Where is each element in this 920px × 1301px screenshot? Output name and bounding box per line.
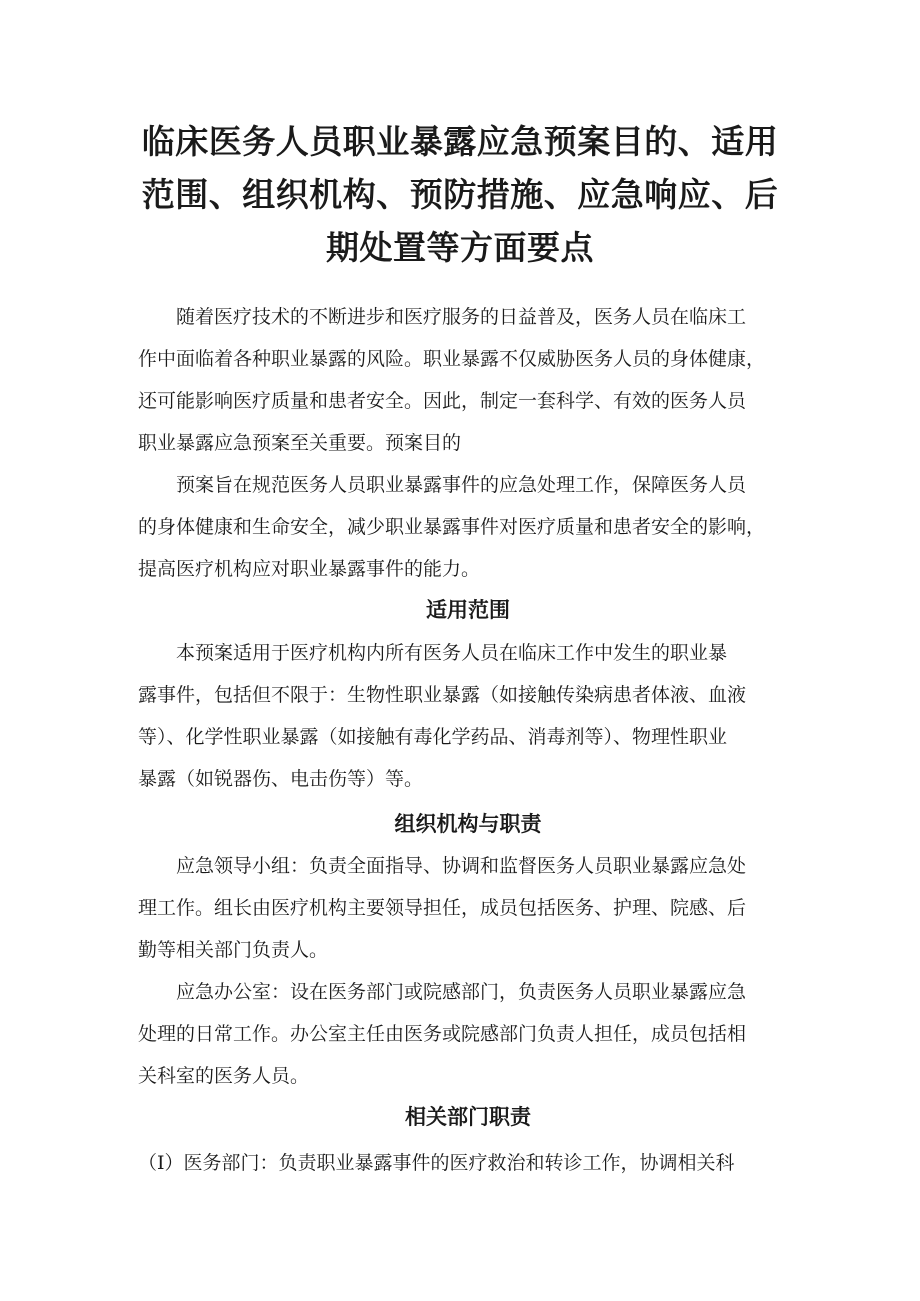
text-line: 职业暴露应急预案至关重要。预案目的 — [138, 432, 462, 454]
text-line: 关科室的医务人员。 — [138, 1065, 310, 1087]
dept-heading: 相关部门职责 — [405, 1105, 531, 1129]
dept-paragraph — [138, 1142, 798, 1184]
text-line: 作中面临着各种职业暴露的风险。职业暴露不仅威胁医务人员的身体健康， — [138, 348, 766, 370]
title-line: 期处置等方面要点 — [326, 228, 594, 267]
text-line: 预案旨在规范医务人员职业暴露事件的应急处理工作，保障医务人员 — [138, 474, 747, 496]
text-line: 随着医疗技术的不断进步和医疗服务的日益普及，医务人员在临床工 — [138, 306, 747, 328]
title-line: 临床医务人员职业暴露应急预案目的、适用 — [141, 122, 779, 161]
scope-heading: 适用范围 — [426, 598, 510, 622]
title-line: 范围、组织机构、预防措施、应急响应、后 — [141, 175, 779, 214]
text-line: 应急领导小组：负责全面指导、协调和监督医务人员职业暴露应急处 — [138, 855, 747, 877]
text-line: （I）医务部门：负责职业暴露事件的医疗救治和转诊工作，协调相关科 — [138, 1152, 735, 1174]
text-line: 露事件，包括但不限于：生物性职业暴露（如接触传染病患者体液、血液 — [138, 684, 747, 706]
office-paragraph — [138, 971, 798, 1097]
scope-paragraph — [138, 632, 798, 800]
text-line: 勤等相关部门负责人。 — [138, 939, 329, 961]
text-line: 理工作。组长由医疗机构主要领导担任，成员包括医务、护理、院感、后 — [138, 897, 747, 919]
purpose-paragraph — [138, 464, 798, 590]
text-line: 还可能影响医疗质量和患者安全。因此，制定一套科学、有效的医务人员 — [138, 390, 747, 412]
org-heading: 组织机构与职责 — [394, 812, 542, 836]
text-line: 等）、化学性职业暴露（如接触有毒化学药品、消毒剂等）、物理性职业 — [138, 726, 728, 748]
text-line: 暴露（如锐器伤、电击伤等）等。 — [138, 768, 424, 790]
leader-group-paragraph — [138, 845, 798, 971]
text-line: 提高医疗机构应对职业暴露事件的能力。 — [138, 558, 481, 580]
text-line: 的身体健康和生命安全，减少职业暴露事件对医疗质量和患者安全的影响， — [138, 516, 766, 538]
text-line: 应急办公室：设在医务部门或院感部门，负责医务人员职业暴露应急 — [138, 981, 747, 1003]
text-line: 处理的日常工作。办公室主任由医务或院感部门负责人担任，成员包括相 — [138, 1023, 747, 1045]
text-line: 本预案适用于医疗机构内所有医务人员在临床工作中发生的职业暴 — [138, 642, 728, 664]
intro-paragraph — [138, 296, 798, 464]
document-title — [120, 115, 800, 274]
